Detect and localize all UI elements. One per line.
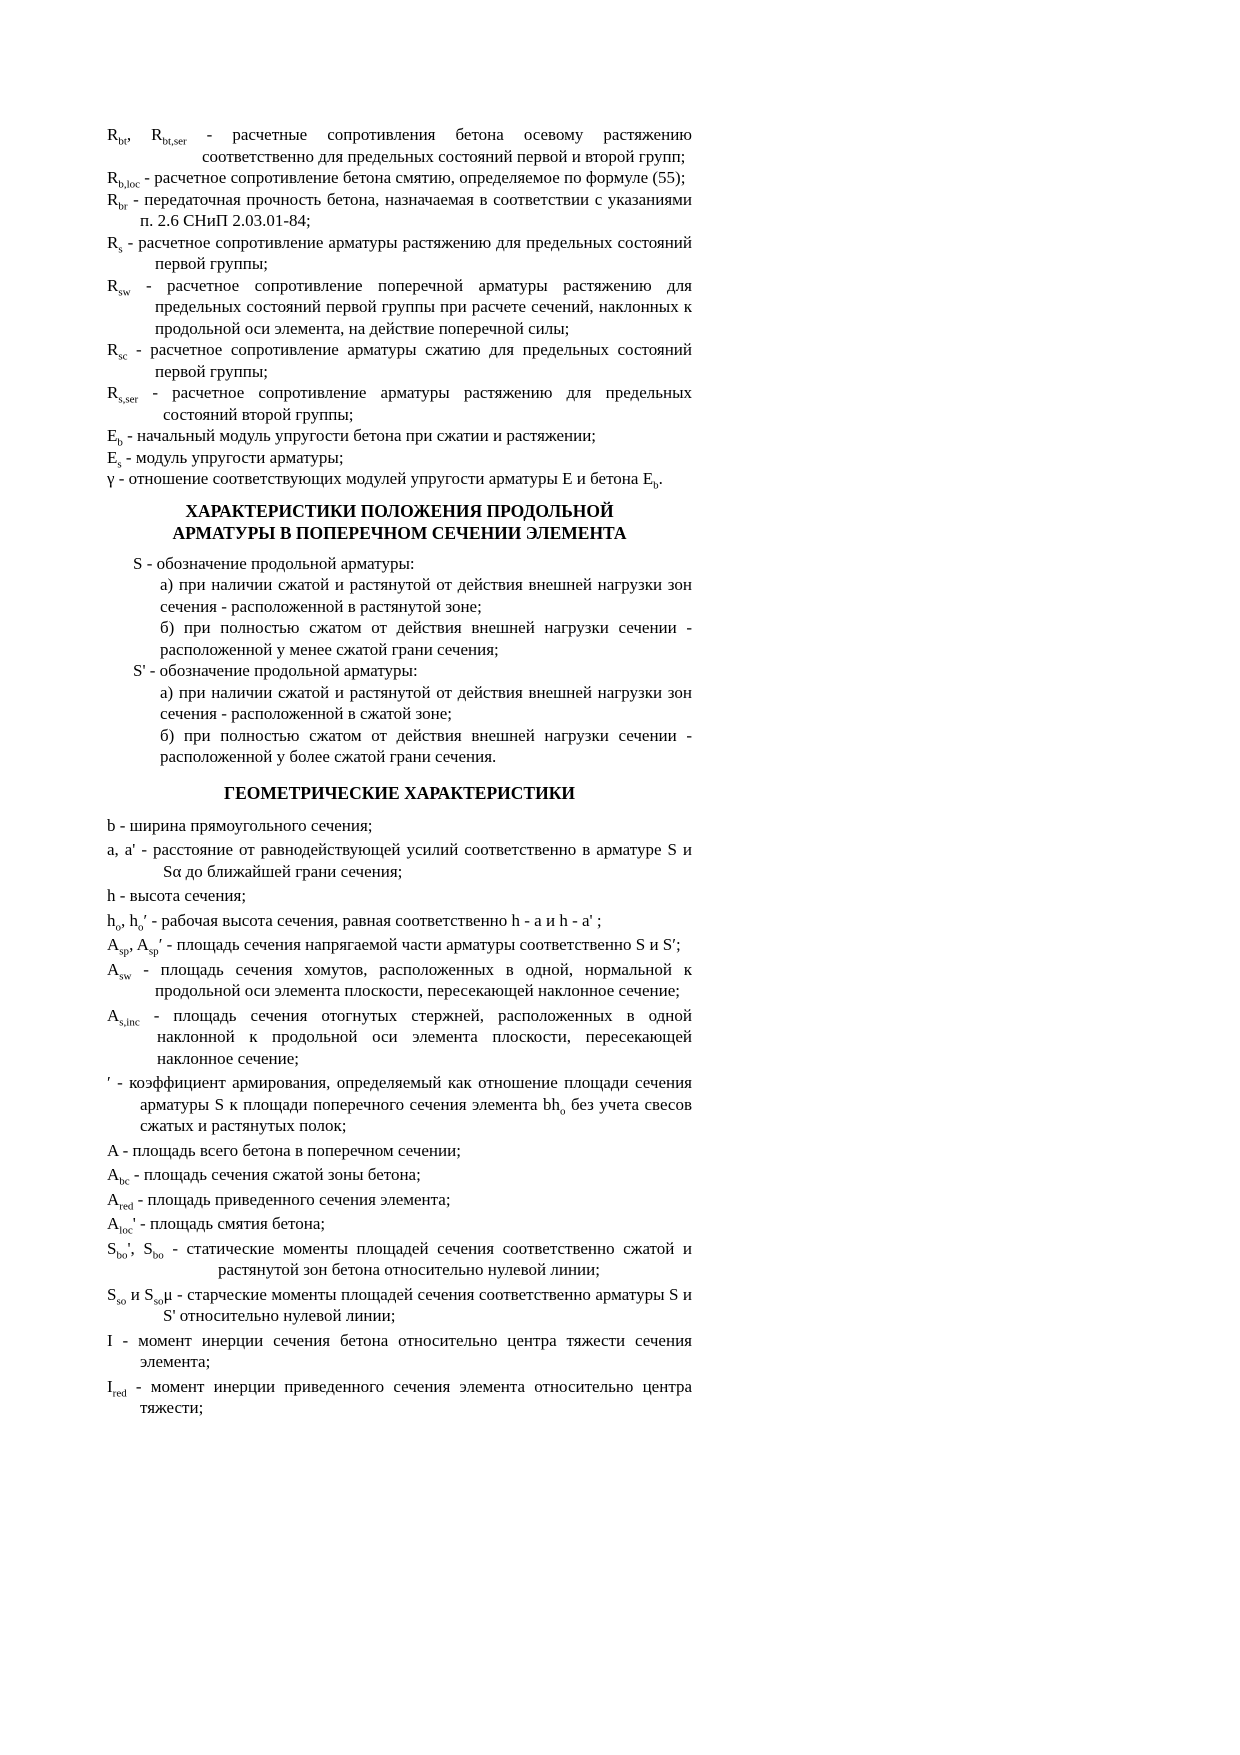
definition-item: $I_{red}$ - момент инерции приведенного сечения элемента относительно центра тяжести; bbox=[107, 1376, 692, 1417]
definition-item: $R_{bt}$, $R_{bt,ser}$ - расчетные сопротивления бетона осевому растяжению соответственно для предельных состояний первой и второй групп; bbox=[107, 125, 692, 166]
definition-item: $A_{loc}'$ - площадь смятия бетона; bbox=[107, 1214, 326, 1237]
definition-item: $A_{sw}$ - площадь сечения хомутов, расположенных в одной, нормальной к продольной оси элемента плоскости, пересекающей наклонное сечение; bbox=[107, 959, 692, 1000]
definition-item: а) при наличии сжатой и растянутой от действия внешней нагрузки зон сечения - расположенной в растянутой зоне; bbox=[160, 575, 692, 616]
definition-item: $A_{sp}$, $A_{sp}'$ - площадь сечения напрягаемой части арматуры соответственно S и S′; bbox=[107, 935, 681, 958]
definition-item: b - ширина прямоугольного сечения; bbox=[107, 815, 373, 835]
text-column bbox=[107, 124, 692, 1419]
definition-item: S' - обозначение продольной арматуры: bbox=[133, 661, 418, 680]
definition-item: $R_{b,loc}$ - расчетное сопротивление бетона смятию, определяемое по формуле (55); bbox=[107, 168, 686, 191]
definition-item: $A_{red}$ - площадь приведенного сечения элемента; bbox=[107, 1189, 451, 1212]
definition-item: $E_s$ - модуль упругости арматуры; bbox=[107, 447, 344, 470]
definition-item: a, a' - расстояние от равнодействующей усилий соответственно в арматуре S и Sα до ближайшей грани сечения; bbox=[107, 840, 692, 881]
heading-position-line2: АРМАТУРЫ В ПОПЕРЕЧНОМ СЕЧЕНИИ ЭЛЕМЕНТА bbox=[172, 522, 627, 543]
definition-item: б) при полностью сжатом от действия внешней нагрузки сечении - расположенной у менее сжатой грани сечения; bbox=[160, 618, 692, 659]
definition-item: I - момент инерции сечения бетона относительно центра тяжести сечения элемента; bbox=[107, 1330, 692, 1371]
heading-position bbox=[107, 500, 692, 544]
definition-item: h - высота сечения; bbox=[107, 886, 247, 905]
definition-item: $S_{so}$ и $S_{so}\mu$ - старческие моменты площадей сечения соответственно арматуры S и S' относительно нулевой линии; bbox=[107, 1284, 692, 1325]
definition-item: $R_{sc}$ - расчетное сопротивление арматуры сжатию для предельных состояний первой группы; bbox=[107, 340, 692, 381]
definition-item: $A_{s,inc}$ - площадь сечения отогнутых стержней, расположенных в одной наклонной к продольной оси элемента плоскости, пересекающей наклонное сечение; bbox=[107, 1005, 692, 1068]
definition-item: $R_s$ - расчетное сопротивление арматуры растяжению для предельных состояний первой группы; bbox=[107, 232, 692, 273]
definition-item: ′ - коэффициент армирования, определяемый как отношение площади сечения арматуры S к площади поперечного сечения элемента $bh_o$ без учета свесов сжатых и растянутых полок; bbox=[107, 1073, 692, 1135]
definition-item: б) при полностью сжатом от действия внешней нагрузки сечении - расположенной у более сжатой грани сечения. bbox=[160, 725, 692, 766]
definition-item: а) при наличии сжатой и растянутой от действия внешней нагрузки зон сечения - расположенной в сжатой зоне; bbox=[160, 682, 692, 723]
notation-section-position bbox=[107, 553, 692, 768]
definition-item: $R_{br}$ - передаточная прочность бетона, назначаемая в соответствии с указаниями п. 2.6 СНиП 2.03.01-84; bbox=[107, 189, 692, 230]
definition-item: $R_{sw}$ - расчетное сопротивление поперечной арматуры растяжению для предельных состояний первой группы при расчете сечений, наклонных к продольной оси элемента, на действие поперечной силы; bbox=[107, 275, 692, 338]
definition-item: S - обозначение продольной арматуры: bbox=[133, 553, 415, 573]
definition-item: $R_{s,ser}$ - расчетное сопротивление арматуры растяжению для предельных состояний второй группы; bbox=[107, 383, 692, 424]
notation-section-materials bbox=[107, 124, 692, 490]
heading-geometric bbox=[107, 782, 692, 804]
definition-item: $h_o$, $h_o'$ - рабочая высота сечения, равная соответственно h - a и h - a' ; bbox=[107, 910, 602, 933]
heading-geometric-line: ГЕОМЕТРИЧЕСКИЕ ХАРАКТЕРИСТИКИ bbox=[223, 782, 575, 803]
definition-item: $E_b$ - начальный модуль упругости бетона при сжатии и растяжении; bbox=[107, 426, 597, 449]
heading-position-line1: ХАРАКТЕРИСТИКИ ПОЛОЖЕНИЯ ПРОДОЛЬНОЙ bbox=[185, 500, 614, 521]
notation-section-geometric bbox=[107, 815, 692, 1419]
definition-item: $S_{bo}'$, $S_{bo}$ - статические моменты площадей сечения соответственно сжатой и растянутой зон бетона относительно нулевой линии; bbox=[107, 1238, 692, 1279]
definition-item: γ - отношение соответствующих модулей упругости арматуры E и бетона $E_b$. bbox=[107, 469, 663, 492]
definition-item: $A_{bc}$ - площадь сечения сжатой зоны бетона; bbox=[107, 1165, 421, 1188]
definition-item: A - площадь всего бетона в поперечном сечении; bbox=[107, 1140, 461, 1160]
